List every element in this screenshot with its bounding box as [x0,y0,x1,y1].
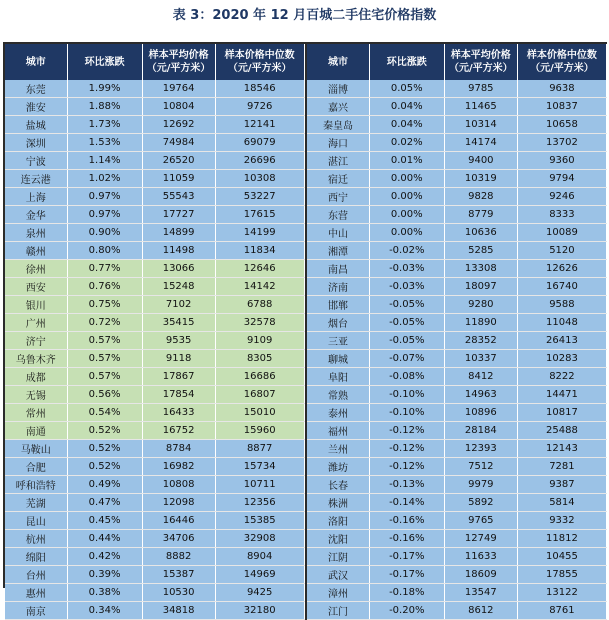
cell-right-median-price: 10658 [517,116,606,134]
cell-left-avg-price: 55543 [142,188,215,206]
cell-right-median-price: 10817 [517,404,606,422]
cell-left-median-price: 32578 [215,314,304,332]
cell-left-change: 1.53% [67,134,142,152]
cell-left-avg-price: 34818 [142,602,215,620]
cell-right-change: -0.08% [369,368,444,386]
cell-left-city: 淮安 [5,98,67,116]
cell-left-city: 芜湖 [5,494,67,512]
cell-left-change: 0.52% [67,440,142,458]
cell-left-change: 1.14% [67,152,142,170]
cell-left-avg-price: 35415 [142,314,215,332]
cell-right-avg-price: 13308 [444,260,517,278]
cell-right-avg-price: 14963 [444,386,517,404]
cell-left-avg-price: 10804 [142,98,215,116]
cell-right-median-price: 10455 [517,548,606,566]
cell-left-median-price: 10711 [215,476,304,494]
cell-left-median-price: 6788 [215,296,304,314]
table-row [5,314,607,332]
cell-left-city: 上海 [5,188,67,206]
cell-right-city: 泰州 [307,404,369,422]
cell-right-change: -0.02% [369,242,444,260]
cell-right-city: 株洲 [307,494,369,512]
cell-right-change: -0.03% [369,278,444,296]
cell-left-change: 1.02% [67,170,142,188]
cell-left-median-price: 12141 [215,116,304,134]
cell-right-city: 长春 [307,476,369,494]
cell-left-avg-price: 17854 [142,386,215,404]
cell-right-avg-price: 18609 [444,566,517,584]
cell-left-median-price: 15385 [215,512,304,530]
cell-right-avg-price: 28352 [444,332,517,350]
cell-right-avg-price: 5892 [444,494,517,512]
header-avg-line1: 样本平均价格 [148,50,209,61]
cell-right-change: -0.20% [369,602,444,620]
header-city: 城市 [5,44,67,80]
table-row [5,332,607,350]
cell-right-change: -0.12% [369,458,444,476]
cell-left-change: 0.56% [67,386,142,404]
cell-right-avg-price: 13547 [444,584,517,602]
cell-right-city: 江阴 [307,548,369,566]
cell-right-median-price: 26413 [517,332,606,350]
cell-left-avg-price: 9535 [142,332,215,350]
cell-right-avg-price: 5285 [444,242,517,260]
cell-left-median-price: 17615 [215,206,304,224]
cell-right-avg-price: 12749 [444,530,517,548]
cell-right-median-price: 10283 [517,350,606,368]
cell-right-avg-price: 8412 [444,368,517,386]
table-row [5,368,607,386]
header-med-line1-right: 样本价格中位数 [526,50,597,61]
cell-right-change: -0.10% [369,404,444,422]
cell-right-median-price: 8761 [517,602,606,620]
cell-left-median-price: 9425 [215,584,304,602]
cell-right-avg-price: 28184 [444,422,517,440]
cell-left-avg-price: 16982 [142,458,215,476]
cell-right-avg-price: 10314 [444,116,517,134]
cell-right-avg-price: 10319 [444,170,517,188]
cell-left-change: 1.73% [67,116,142,134]
header-avg-price [142,44,215,80]
cell-right-median-price: 17855 [517,566,606,584]
table-row [5,188,607,206]
header-avg-line2-right: （元/平方米） [448,63,513,74]
cell-left-change: 0.57% [67,332,142,350]
cell-left-city: 东莞 [5,80,67,98]
cell-left-city: 惠州 [5,584,67,602]
cell-left-avg-price: 17727 [142,206,215,224]
header-avg-line1-right: 样本平均价格 [450,50,511,61]
cell-right-city: 潍坊 [307,458,369,476]
cell-left-avg-price: 34706 [142,530,215,548]
cell-right-avg-price: 8612 [444,602,517,620]
header-change: 环比涨跌 [67,44,142,80]
cell-left-median-price: 14969 [215,566,304,584]
page-title: 表 3：2020 年 12 月百城二手住宅价格指数 [172,8,437,23]
cell-right-median-price: 5120 [517,242,606,260]
cell-left-avg-price: 14899 [142,224,215,242]
cell-left-median-price: 9726 [215,98,304,116]
table-row [5,386,607,404]
cell-right-city: 宿迁 [307,170,369,188]
cell-right-change: -0.14% [369,494,444,512]
cell-right-median-price: 11048 [517,314,606,332]
cell-left-median-price: 8904 [215,548,304,566]
cell-left-city: 无锡 [5,386,67,404]
cell-left-avg-price: 8784 [142,440,215,458]
cell-left-city: 南京 [5,602,67,620]
cell-left-city: 绵阳 [5,548,67,566]
table-row [5,278,607,296]
cell-right-change: 0.00% [369,170,444,188]
cell-left-change: 0.80% [67,242,142,260]
price-index-table [3,42,607,618]
cell-left-change: 0.38% [67,584,142,602]
cell-left-change: 0.47% [67,494,142,512]
cell-left-city: 宁波 [5,152,67,170]
cell-right-median-price: 25488 [517,422,606,440]
table-row [5,98,607,116]
cell-right-change: -0.18% [369,584,444,602]
cell-left-city: 昆山 [5,512,67,530]
table-row [5,494,607,512]
cell-right-change: 0.04% [369,116,444,134]
header-med-line2: （元/平方米） [227,63,292,74]
cell-right-city: 济南 [307,278,369,296]
cell-right-median-price: 8222 [517,368,606,386]
table-row [5,116,607,134]
cell-right-city: 中山 [307,224,369,242]
cell-right-city: 西宁 [307,188,369,206]
cell-right-median-price: 14471 [517,386,606,404]
cell-left-median-price: 8877 [215,440,304,458]
cell-right-change: 0.00% [369,206,444,224]
cell-right-change: -0.16% [369,512,444,530]
cell-right-city: 邯郸 [307,296,369,314]
cell-left-avg-price: 12692 [142,116,215,134]
cell-right-city: 嘉兴 [307,98,369,116]
cell-right-avg-price: 14174 [444,134,517,152]
table-row [5,566,607,584]
cell-left-median-price: 16686 [215,368,304,386]
cell-right-city: 福州 [307,422,369,440]
header-median-price-right [517,44,606,80]
cell-right-city: 南昌 [307,260,369,278]
cell-left-city: 呼和浩特 [5,476,67,494]
cell-left-change: 1.88% [67,98,142,116]
cell-right-change: 0.04% [369,98,444,116]
cell-left-avg-price: 15387 [142,566,215,584]
cell-right-change: 0.01% [369,152,444,170]
cell-right-median-price: 9246 [517,188,606,206]
header-avg-line2: （元/平方米） [146,63,211,74]
table-row [5,584,607,602]
cell-right-avg-price: 9765 [444,512,517,530]
cell-left-change: 0.52% [67,422,142,440]
cell-right-city: 沈阳 [307,530,369,548]
cell-left-avg-price: 11059 [142,170,215,188]
cell-right-change: -0.12% [369,422,444,440]
cell-right-median-price: 13702 [517,134,606,152]
cell-left-city: 金华 [5,206,67,224]
table-row [5,80,607,98]
cell-left-median-price: 15734 [215,458,304,476]
cell-right-avg-price: 9828 [444,188,517,206]
cell-left-median-price: 32180 [215,602,304,620]
cell-right-avg-price: 12393 [444,440,517,458]
cell-right-city: 武汉 [307,566,369,584]
header-median-price [215,44,304,80]
cell-left-avg-price: 16752 [142,422,215,440]
cell-left-avg-price: 8882 [142,548,215,566]
cell-left-change: 1.99% [67,80,142,98]
cell-left-city: 西安 [5,278,67,296]
cell-right-change: -0.10% [369,386,444,404]
cell-right-city: 烟台 [307,314,369,332]
cell-right-median-price: 12143 [517,440,606,458]
cell-left-city: 南通 [5,422,67,440]
cell-left-city: 成都 [5,368,67,386]
table-row [5,548,607,566]
cell-right-avg-price: 10636 [444,224,517,242]
cell-right-avg-price: 10896 [444,404,517,422]
cell-left-change: 0.42% [67,548,142,566]
cell-left-change: 0.72% [67,314,142,332]
cell-left-city: 济宁 [5,332,67,350]
cell-right-city: 江门 [307,602,369,620]
cell-left-city: 杭州 [5,530,67,548]
table-row [5,404,607,422]
cell-left-change: 0.97% [67,188,142,206]
cell-left-change: 0.57% [67,368,142,386]
cell-left-avg-price: 17867 [142,368,215,386]
cell-right-city: 漳州 [307,584,369,602]
table-body [5,80,607,620]
cell-left-change: 0.44% [67,530,142,548]
cell-left-median-price: 12356 [215,494,304,512]
cell-left-median-price: 16807 [215,386,304,404]
cell-left-change: 0.76% [67,278,142,296]
table-row [5,152,607,170]
header-avg-price-right [444,44,517,80]
cell-left-city: 广州 [5,314,67,332]
cell-left-change: 0.97% [67,206,142,224]
cell-left-city: 赣州 [5,242,67,260]
cell-left-change: 0.57% [67,350,142,368]
cell-left-change: 0.90% [67,224,142,242]
cell-right-city: 秦皇岛 [307,116,369,134]
cell-left-avg-price: 13066 [142,260,215,278]
cell-left-change: 0.52% [67,458,142,476]
cell-left-avg-price: 16446 [142,512,215,530]
table-row [5,440,607,458]
cell-left-avg-price: 9118 [142,350,215,368]
cell-left-avg-price: 26520 [142,152,215,170]
cell-right-city: 兰州 [307,440,369,458]
cell-right-median-price: 9638 [517,80,606,98]
cell-right-avg-price: 18097 [444,278,517,296]
cell-right-median-price: 11812 [517,530,606,548]
cell-left-median-price: 32908 [215,530,304,548]
cell-left-city: 泉州 [5,224,67,242]
cell-left-median-price: 15010 [215,404,304,422]
cell-right-median-price: 16740 [517,278,606,296]
table-row [5,224,607,242]
table-row [5,512,607,530]
cell-right-median-price: 10089 [517,224,606,242]
cell-left-city: 银川 [5,296,67,314]
cell-right-change: -0.16% [369,530,444,548]
cell-right-median-price: 7281 [517,458,606,476]
cell-left-change: 0.54% [67,404,142,422]
header-city-right: 城市 [307,44,369,80]
cell-left-median-price: 9109 [215,332,304,350]
cell-left-city: 合肥 [5,458,67,476]
cell-right-avg-price: 9979 [444,476,517,494]
table-row [5,476,607,494]
cell-left-change: 0.34% [67,602,142,620]
header-row [5,44,607,80]
cell-left-median-price: 15960 [215,422,304,440]
cell-right-change: -0.05% [369,314,444,332]
cell-left-median-price: 8305 [215,350,304,368]
cell-right-avg-price: 9400 [444,152,517,170]
cell-right-avg-price: 10337 [444,350,517,368]
cell-right-median-price: 10837 [517,98,606,116]
table-row [5,260,607,278]
cell-right-city: 洛阳 [307,512,369,530]
cell-right-city: 常熟 [307,386,369,404]
cell-right-median-price: 9588 [517,296,606,314]
cell-left-city: 马鞍山 [5,440,67,458]
cell-left-change: 0.45% [67,512,142,530]
cell-left-city: 深圳 [5,134,67,152]
cell-left-avg-price: 10530 [142,584,215,602]
cell-right-city: 三亚 [307,332,369,350]
table-row [5,170,607,188]
cell-left-median-price: 26696 [215,152,304,170]
cell-right-avg-price: 11890 [444,314,517,332]
cell-left-avg-price: 10808 [142,476,215,494]
cell-left-city: 连云港 [5,170,67,188]
header-change-right: 环比涨跌 [369,44,444,80]
cell-right-city: 淄博 [307,80,369,98]
cell-right-change: 0.00% [369,224,444,242]
cell-left-median-price: 69079 [215,134,304,152]
cell-right-avg-price: 9280 [444,296,517,314]
cell-right-change: -0.05% [369,296,444,314]
cell-right-change: -0.12% [369,440,444,458]
cell-left-median-price: 14142 [215,278,304,296]
cell-right-avg-price: 8779 [444,206,517,224]
cell-left-median-price: 53227 [215,188,304,206]
table-row [5,458,607,476]
cell-left-avg-price: 19764 [142,80,215,98]
header-med-line2-right: （元/平方米） [530,63,594,74]
cell-right-median-price: 12626 [517,260,606,278]
cell-left-avg-price: 74984 [142,134,215,152]
table-row [5,530,607,548]
cell-right-median-price: 9794 [517,170,606,188]
cell-right-change: -0.05% [369,332,444,350]
cell-left-avg-price: 11498 [142,242,215,260]
cell-right-avg-price: 11633 [444,548,517,566]
cell-left-avg-price: 15248 [142,278,215,296]
cell-left-median-price: 12646 [215,260,304,278]
cell-right-median-price: 9387 [517,476,606,494]
cell-right-median-price: 5814 [517,494,606,512]
cell-right-change: -0.13% [369,476,444,494]
cell-left-city: 台州 [5,566,67,584]
table-row [5,350,607,368]
cell-left-city: 常州 [5,404,67,422]
cell-left-median-price: 14199 [215,224,304,242]
cell-left-avg-price: 7102 [142,296,215,314]
cell-right-city: 湛江 [307,152,369,170]
table-row [5,206,607,224]
cell-right-change: 0.02% [369,134,444,152]
cell-left-change: 0.75% [67,296,142,314]
cell-right-change: -0.07% [369,350,444,368]
cell-left-change: 0.49% [67,476,142,494]
cell-right-median-price: 13122 [517,584,606,602]
cell-right-city: 聊城 [307,350,369,368]
cell-right-change: -0.17% [369,548,444,566]
cell-right-city: 湘潭 [307,242,369,260]
data-table [5,44,607,620]
cell-right-median-price: 8333 [517,206,606,224]
cell-left-avg-price: 16433 [142,404,215,422]
cell-right-city: 东营 [307,206,369,224]
table-row [5,296,607,314]
cell-left-avg-price: 12098 [142,494,215,512]
header-med-line1: 样本价格中位数 [224,50,295,61]
cell-right-avg-price: 11465 [444,98,517,116]
table-row [5,602,607,620]
table-row [5,422,607,440]
cell-right-change: -0.17% [369,566,444,584]
cell-right-avg-price: 7512 [444,458,517,476]
cell-right-city: 海口 [307,134,369,152]
cell-left-change: 0.39% [67,566,142,584]
cell-right-avg-price: 9785 [444,80,517,98]
cell-left-city: 盐城 [5,116,67,134]
cell-left-city: 徐州 [5,260,67,278]
cell-right-median-price: 9360 [517,152,606,170]
table-row [5,134,607,152]
cell-left-median-price: 18546 [215,80,304,98]
cell-left-median-price: 10308 [215,170,304,188]
cell-left-city: 乌鲁木齐 [5,350,67,368]
cell-right-city: 阜阳 [307,368,369,386]
cell-right-median-price: 9332 [517,512,606,530]
cell-right-change: 0.05% [369,80,444,98]
cell-left-change: 0.77% [67,260,142,278]
cell-left-median-price: 11834 [215,242,304,260]
cell-right-change: -0.03% [369,260,444,278]
table-row [5,242,607,260]
cell-right-change: 0.00% [369,188,444,206]
